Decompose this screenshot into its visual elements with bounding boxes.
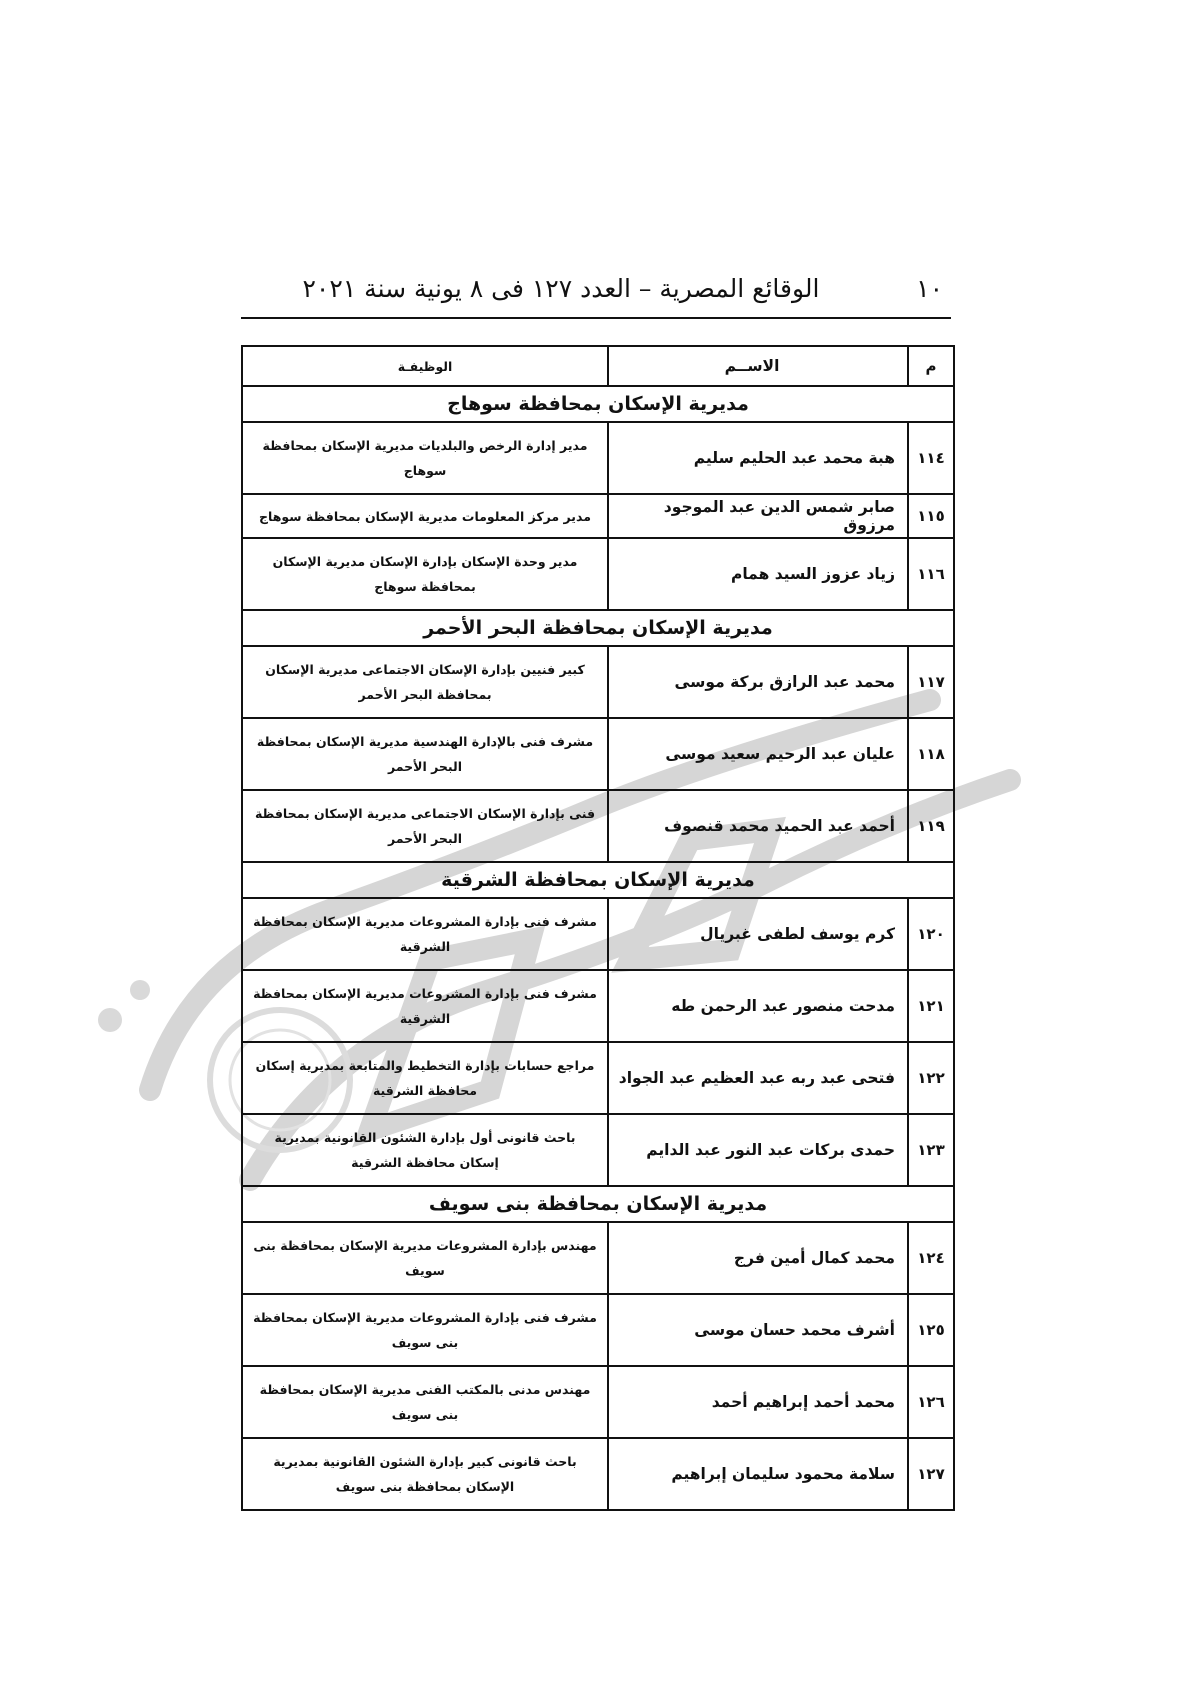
employee-table — [241, 345, 955, 1511]
table-row — [242, 538, 954, 610]
employee-name: هبة محمد عبد الحليم سليم — [608, 422, 908, 494]
employee-name: زياد عزوز السيد همام — [608, 538, 908, 610]
row-number: ١٢٣ — [908, 1114, 954, 1186]
employee-name: عليان عبد الرحيم سعيد موسى — [608, 718, 908, 790]
job-title: مدير إدارة الرخص والبلديات مديرية الإسكان بمحافظة سوهاج — [242, 422, 608, 494]
row-number: ١٢٢ — [908, 1042, 954, 1114]
row-number: ١٢٦ — [908, 1366, 954, 1438]
employee-name: سلامة محمود سليمان إبراهيم — [608, 1438, 908, 1510]
section-row — [242, 1186, 954, 1222]
section-row — [242, 862, 954, 898]
column-header-num: م — [908, 346, 954, 386]
row-number: ١٢١ — [908, 970, 954, 1042]
employee-name: محمد عبد الرازق بركة موسى — [608, 646, 908, 718]
employee-name: حمدى بركات عبد النور عبد الدايم — [608, 1114, 908, 1186]
row-number: ١١٨ — [908, 718, 954, 790]
job-title: مشرف فنى بإدارة المشروعات مديرية الإسكان بمحافظة الشرقية — [242, 970, 608, 1042]
table-header-row — [242, 346, 954, 386]
section-title: مديرية الإسكان بمحافظة البحر الأحمر — [242, 610, 954, 646]
job-title: مراجع حسابات بإدارة التخطيط والمتابعة بمديرية إسكان محافظة الشرقية — [242, 1042, 608, 1114]
section-row — [242, 386, 954, 422]
row-number: ١١٥ — [908, 494, 954, 538]
row-number: ١٢٤ — [908, 1222, 954, 1294]
table-row — [242, 898, 954, 970]
row-number: ١١٧ — [908, 646, 954, 718]
table-row — [242, 494, 954, 538]
column-header-job: الوظيفـة — [242, 346, 608, 386]
table-row — [242, 1114, 954, 1186]
row-number: ١١٦ — [908, 538, 954, 610]
table-row — [242, 718, 954, 790]
section-title: مديرية الإسكان بمحافظة الشرقية — [242, 862, 954, 898]
table-row — [242, 1294, 954, 1366]
employee-name: أشرف محمد حسان موسى — [608, 1294, 908, 1366]
employee-name: كرم يوسف لطفى غبريال — [608, 898, 908, 970]
section-title: مديرية الإسكان بمحافظة بنى سويف — [242, 1186, 954, 1222]
row-number: ١١٤ — [908, 422, 954, 494]
employee-name: مدحت منصور عبد الرحمن طه — [608, 970, 908, 1042]
row-number: ١٢٧ — [908, 1438, 954, 1510]
header-rule — [241, 317, 951, 319]
page-number: ١٠ — [916, 274, 943, 303]
row-number: ١٢٠ — [908, 898, 954, 970]
job-title: فنى بإدارة الإسكان الاجتماعى مديرية الإسكان بمحافظة البحر الأحمر — [242, 790, 608, 862]
job-title: مشرف فنى بإدارة المشروعات مديرية الإسكان بمحافظة الشرقية — [242, 898, 608, 970]
employee-name: صابر شمس الدين عبد الموجود مرزوق — [608, 494, 908, 538]
job-title: باحث قانونى أول بإدارة الشئون القانونية بمديرية إسكان محافظة الشرقية — [242, 1114, 608, 1186]
job-title: مشرف فنى بالإدارة الهندسية مديرية الإسكان بمحافظة البحر الأحمر — [242, 718, 608, 790]
employee-name: فتحى عبد ربه عبد العظيم عبد الجواد — [608, 1042, 908, 1114]
table-body — [242, 386, 954, 1510]
table-row — [242, 1438, 954, 1510]
table-row — [242, 646, 954, 718]
table-row — [242, 1222, 954, 1294]
employee-name: أحمد عبد الحميد محمد قنصوف — [608, 790, 908, 862]
page-header — [241, 270, 951, 320]
table-row — [242, 970, 954, 1042]
job-title: باحث قانونى كبير بإدارة الشئون القانونية بمديرية الإسكان بمحافظة بنى سويف — [242, 1438, 608, 1510]
job-title: مهندس مدنى بالمكتب الفنى مديرية الإسكان بمحافظة بنى سويف — [242, 1366, 608, 1438]
section-row — [242, 610, 954, 646]
job-title: مهندس بإدارة المشروعات مديرية الإسكان بمحافظة بنى سويف — [242, 1222, 608, 1294]
job-title: مدير وحدة الإسكان بإدارة الإسكان مديرية الإسكان بمحافظة سوهاج — [242, 538, 608, 610]
row-number: ١١٩ — [908, 790, 954, 862]
table-row — [242, 1366, 954, 1438]
job-title: مشرف فنى بإدارة المشروعات مديرية الإسكان بمحافظة بنى سويف — [242, 1294, 608, 1366]
employee-name: محمد أحمد إبراهيم أحمد — [608, 1366, 908, 1438]
table-row — [242, 790, 954, 862]
job-title: مدير مركز المعلومات مديرية الإسكان بمحافظة سوهاج — [242, 494, 608, 538]
job-title: كبير فنيين بإدارة الإسكان الاجتماعى مديرية الإسكان بمحافظة البحر الأحمر — [242, 646, 608, 718]
section-title: مديرية الإسكان بمحافظة سوهاج — [242, 386, 954, 422]
table-row — [242, 422, 954, 494]
row-number: ١٢٥ — [908, 1294, 954, 1366]
table-row — [242, 1042, 954, 1114]
gazette-title: الوقائع المصرية – العدد ١٢٧ فى ٨ يونية سنة ٢٠٢١ — [302, 274, 820, 303]
employee-name: محمد كمال أمين فرج — [608, 1222, 908, 1294]
column-header-name: الاســم — [608, 346, 908, 386]
